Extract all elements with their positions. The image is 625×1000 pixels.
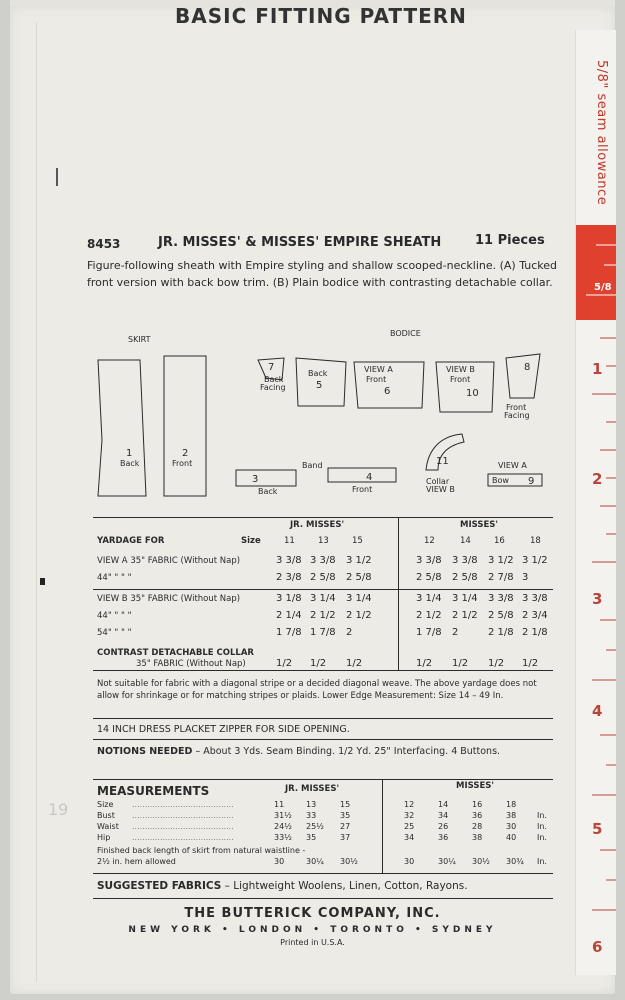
ruler-number: 6 [592,938,603,956]
svg-text:VIEW B: VIEW B [446,365,475,374]
svg-text:11: 11 [436,456,449,467]
svg-text:Band: Band [302,461,323,470]
measurement-cell: 32 [404,811,415,820]
svg-text:Front: Front [172,459,193,468]
misses-header: MISSES' [460,520,499,530]
yardage-cell: 1/2 [416,658,433,669]
svg-text:Back: Back [258,487,278,496]
yardage-cell: 3 3/8 [522,593,548,604]
yardage-cell: 2 3/4 [522,610,548,621]
measurement-cell: 30¾ [506,857,524,866]
table-rule [93,589,553,590]
ruler-number: 5 [592,820,603,838]
size-value: 14 [460,536,471,546]
yardage-cell: 2 5/8 [310,572,336,583]
ruler-number: 2 [592,470,603,488]
size-value: 16 [494,536,505,546]
measurement-cell: 12 [404,800,415,809]
meas-misses-header: MISSES' [456,781,495,791]
dot-leader: ........................................ [132,811,234,820]
envelope-header-title: BASIC FITTING PATTERN [175,4,467,28]
suggested-text: – Lightweight Woolens, Linen, Cotton, Rayons. [221,880,468,892]
yardage-cell: 2 5/8 [416,572,442,583]
size-value: 12 [424,536,435,546]
measurement-label: Hip [97,833,111,842]
yardage-cell: 3 1/4 [452,593,478,604]
measurement-cell: 30½ [340,857,358,866]
seam-allowance-ruler [575,30,616,975]
dot-leader: ........................................ [132,800,234,809]
table-divider [382,779,383,873]
yardage-cell: 2 1/2 [452,610,478,621]
dot-leader: ........................................ [132,822,234,831]
measurement-cell: 30¼ [306,857,324,866]
size-label: Size [241,536,261,546]
measurement-unit: In. [537,833,547,842]
yardage-row-label: 44" " " " [97,611,132,621]
measurement-label: Size [97,800,114,809]
svg-text:7: 7 [268,362,275,373]
ruler-fraction: 5/8 [594,282,612,293]
company-name: THE BUTTERICK COMPANY, INC. [184,906,441,921]
yardage-cell: 2 3/8 [276,572,302,583]
svg-text:Back: Back [308,369,328,378]
dot-leader: ........................................ [132,833,234,842]
measurement-unit: In. [537,822,547,831]
yardage-cell: 3 3/8 [488,593,514,604]
flap-fold-line [36,22,37,982]
table-rule [93,718,553,719]
measurement-label: 2½ in. hem allowed [97,857,176,866]
notions-label: NOTIONS NEEDED [97,746,193,757]
yardage-cell: 2 [346,627,353,638]
table-rule [93,670,553,671]
svg-text:VIEW A: VIEW A [498,461,527,470]
measurement-cell: 30 [506,822,517,831]
measurement-cell: 28 [472,822,483,831]
table-rule [93,779,553,780]
jr-misses-header: JR. MISSES' [290,520,345,530]
svg-text:1: 1 [126,448,133,459]
pattern-title: JR. MISSES' & MISSES' EMPIRE SHEATH [158,235,442,250]
svg-text:8: 8 [524,362,531,373]
measurement-cell: 33½ [274,833,292,842]
measurement-cell: 36 [472,811,483,820]
measurement-unit: In. [537,811,547,820]
table-rule [93,517,553,518]
measurement-cell: 38 [506,811,517,820]
measurement-cell: 30 [404,857,415,866]
svg-text:Facing: Facing [504,411,530,420]
yardage-cell: 3 3/8 [276,555,302,566]
yardage-cell: 1/2 [276,658,293,669]
bodice-label: BODICE [390,329,421,338]
measurement-label: Waist [97,822,119,831]
yardage-cell: 2 1/8 [488,627,514,638]
yardage-row-label: CONTRAST DETACHABLE COLLAR [97,648,254,658]
measurement-cell: 25 [404,822,415,831]
yardage-cell: 2 5/8 [346,572,372,583]
measurement-cell: 35 [306,833,317,842]
yardage-for-label: YARDAGE FOR [97,536,165,546]
measurement-cell: 18 [506,800,517,809]
measurement-cell: 34 [404,833,415,842]
yardage-cell: 3 1/2 [346,555,372,566]
yardage-cell: 3 3/8 [416,555,442,566]
scan-mark-dot [40,578,45,585]
yardage-cell: 2 1/2 [310,610,336,621]
svg-text:2: 2 [182,448,189,459]
yardage-cell: 1/2 [452,658,469,669]
pattern-description: Figure-following sheath with Empire styling and shallow scooped-neckline. (A) Tucked front version with back bow trim. (B) Plain bodice with contrasting detachable collar. [87,259,558,289]
yardage-cell: 2 5/8 [488,610,514,621]
svg-text:Front: Front [450,375,471,384]
printed-in: Printed in U.S.A. [280,938,345,947]
yardage-cell: 1 7/8 [416,627,442,638]
notions-text: – About 3 Yds. Seam Binding. 1/2 Yd. 25" Interfacing. 4 Buttons. [192,746,501,757]
yardage-cell: 1 7/8 [310,627,336,638]
table-rule [93,873,553,874]
front-facing-piece [506,354,540,398]
skirt-label: SKIRT [128,335,151,344]
company-cities: NEW YORK • LONDON • TORONTO • SYDNEY [128,925,497,935]
measurement-label: Bust [97,811,115,820]
svg-text:Front: Front [352,485,373,494]
pattern-number: 8453 [87,237,121,251]
svg-text:Bow: Bow [492,476,509,485]
table-divider [398,517,399,670]
notions-needed [97,745,557,758]
svg-text:4: 4 [366,472,373,483]
measurement-cell: 27 [340,822,351,831]
yardage-cell: 1/2 [346,658,363,669]
measurement-cell: 15 [340,800,351,809]
yardage-cell: 2 1/2 [346,610,372,621]
meas-jr-header: JR. MISSES' [285,784,340,794]
svg-text:5: 5 [316,380,323,391]
scan-mark [56,168,58,186]
ruler-number: 4 [592,702,603,720]
yardage-cell: 3 1/4 [346,593,372,604]
ruler-number: 3 [592,590,603,608]
measurement-cell: 33 [306,811,317,820]
measurement-label: Finished back length of skirt from natural waistline - [97,846,306,855]
yardage-cell: 3 1/2 [522,555,548,566]
yardage-cell: 3 3/8 [452,555,478,566]
svg-text:VIEW A: VIEW A [364,365,393,374]
suggested-label: SUGGESTED FABRICS [97,880,222,892]
svg-text:VIEW B: VIEW B [426,485,455,494]
band-back-piece [236,470,296,486]
svg-text:6: 6 [384,386,391,397]
yardage-cell: 2 7/8 [488,572,514,583]
yardage-row-label: 54" " " " [97,628,132,638]
measurement-cell: 38 [472,833,483,842]
yardage-cell: 2 1/8 [522,627,548,638]
band-front-piece [328,468,396,482]
svg-text:Back: Back [264,375,284,384]
measurement-unit: In. [537,857,547,866]
measurement-cell: 37 [340,833,351,842]
svg-text:3: 3 [252,474,259,485]
measurement-cell: 11 [274,800,285,809]
yardage-row-label: VIEW B 35" FABRIC (Without Nap) [97,594,241,604]
yardage-cell: 3 1/2 [488,555,514,566]
measurement-cell: 31½ [274,811,292,820]
measurement-cell: 25½ [306,822,324,831]
zipper-note: 14 INCH DRESS PLACKET ZIPPER FOR SIDE OPENING. [97,724,350,735]
yardage-cell: 3 1/8 [276,593,302,604]
suggested-fabrics [97,880,468,892]
yardage-cell: 2 5/8 [452,572,478,583]
yardage-cell: 1/2 [488,658,505,669]
svg-text:Front: Front [366,375,387,384]
size-value: 13 [318,536,329,546]
yardage-cell: 1/2 [310,658,327,669]
measurement-cell: 14 [438,800,449,809]
yardage-notes: Not suitable for fabric with a diagonal stripe or a decided diagonal weave. The above yardage does not allow for shrinkage or for matching stripes or plaids. Lower Edge Measurement: Size 14 – 49 In. [97,679,537,701]
table-rule [93,898,553,899]
size-value: 18 [530,536,541,546]
yardage-cell: 3 1/4 [416,593,442,604]
svg-text:Back: Back [120,459,140,468]
ruler-ticks [576,30,616,975]
bleed-through-text: 19 [48,800,69,819]
yardage-cell: 2 1/4 [276,610,302,621]
measurement-cell: 34 [438,811,449,820]
measurements-heading: MEASUREMENTS [97,784,210,798]
ruler-number: 1 [592,360,603,378]
measurement-cell: 30¼ [438,857,456,866]
yardage-cell: 2 1/2 [416,610,442,621]
measurement-cell: 26 [438,822,449,831]
measurement-cell: 16 [472,800,483,809]
svg-text:Facing: Facing [260,383,286,392]
size-value: 11 [284,536,295,546]
measurement-cell: 35 [340,811,351,820]
table-rule [93,739,553,740]
measurement-cell: 24½ [274,822,292,831]
seam-allowance-label: 5/8" seam allowance [594,60,609,206]
svg-text:Collar: Collar [426,477,450,486]
pattern-pieces-diagram [90,329,550,510]
yardage-cell: 1/2 [522,658,539,669]
measurement-cell: 13 [306,800,317,809]
yardage-cell: 3 [522,572,529,583]
yardage-cell: 1 7/8 [276,627,302,638]
yardage-cell: 3 1/4 [310,593,336,604]
yardage-cell: 2 [452,627,459,638]
skirt-front-piece [164,356,206,496]
measurement-cell: 36 [438,833,449,842]
yardage-row-label: 44" " " " [97,573,132,583]
measurement-cell: 30 [274,857,285,866]
measurement-cell: 30½ [472,857,490,866]
measurement-cell: 40 [506,833,517,842]
svg-text:Front: Front [506,403,527,412]
size-value: 15 [352,536,363,546]
svg-text:9: 9 [528,476,535,487]
yardage-cell: 3 3/8 [310,555,336,566]
svg-text:10: 10 [466,388,479,399]
skirt-back-piece [98,360,146,496]
yardage-row-label: VIEW A 35" FABRIC (Without Nap) [97,556,241,566]
pattern-pieces-count: 11 Pieces [475,233,545,248]
yardage-row-label: 35" FABRIC (Without Nap) [136,659,246,669]
